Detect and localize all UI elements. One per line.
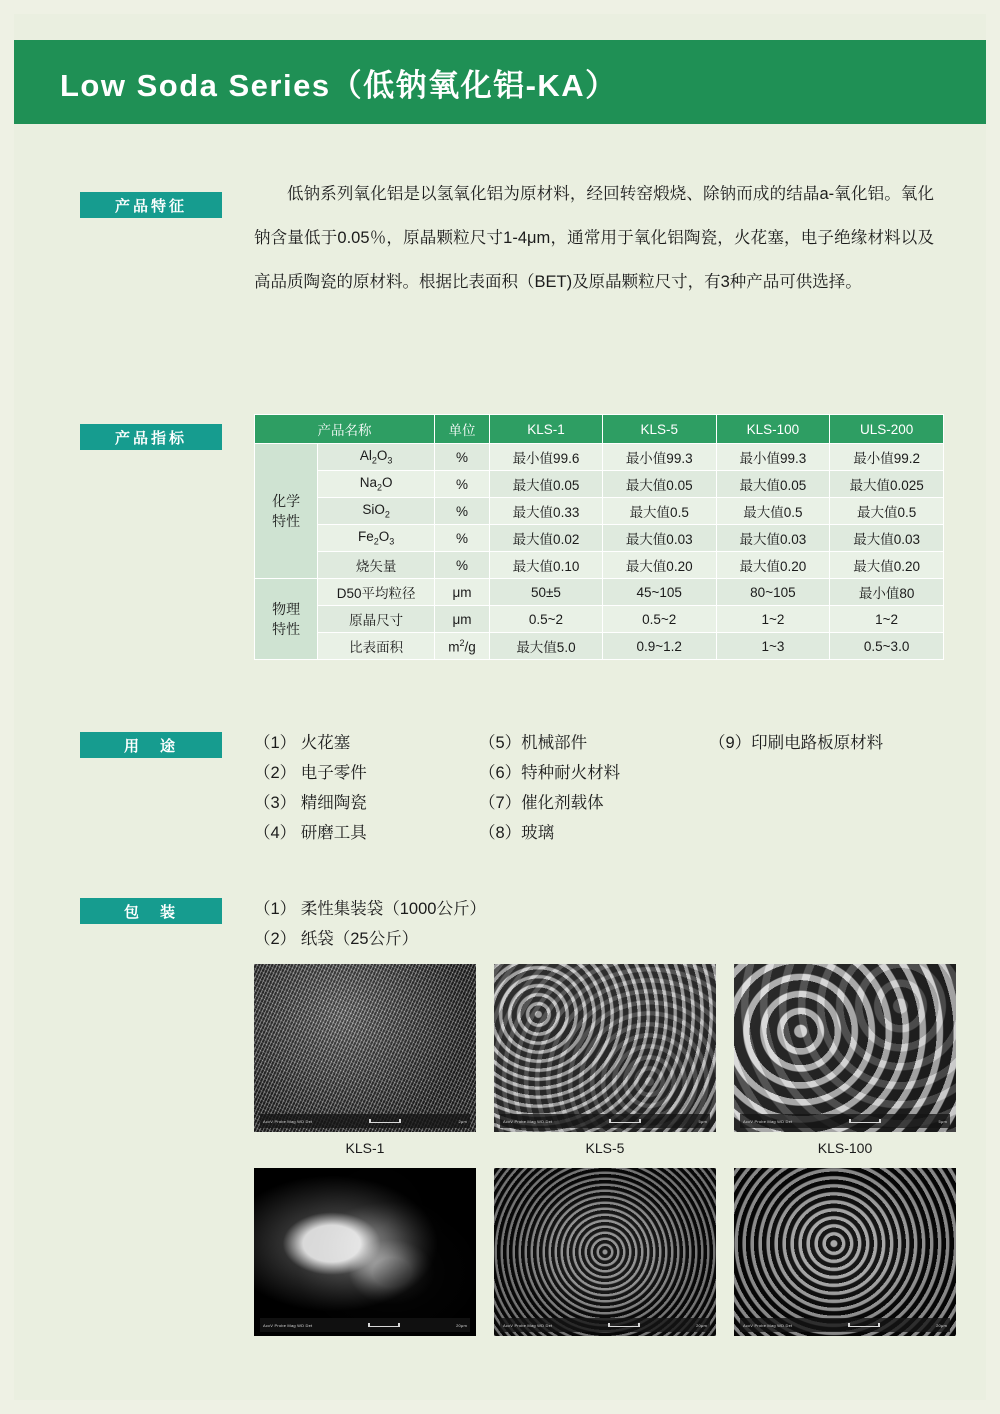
row-unit: $m^2/g$ [434, 633, 489, 660]
cell-value: 最大值0.05 [490, 471, 603, 498]
sem-micrograph-kls-5 [494, 964, 716, 1132]
sem-scalebar-value: 2μm [458, 1118, 467, 1124]
cell-value: 最大值0.5 [830, 498, 944, 525]
sem-micrograph-6 [734, 1168, 956, 1336]
sem-micrograph-kls-1 [254, 964, 476, 1132]
page-header [14, 40, 986, 124]
sem-scalebar-value: 5μm [938, 1118, 947, 1124]
sem-micrograph-4 [254, 1168, 476, 1336]
row-item: D50平均粒径 [318, 579, 435, 606]
sem-image-grid [254, 964, 954, 1336]
list-item: （5）机械部件 [479, 734, 588, 752]
sem-image-cell [254, 964, 476, 1168]
cell-value: 最大值0.20 [830, 552, 944, 579]
cell-value: 最大值0.03 [830, 525, 944, 552]
sem-scalebar-line [848, 1323, 880, 1327]
table-row [255, 444, 944, 471]
sem-scalebar-value: 20μm [456, 1322, 467, 1328]
cell-value: 0.5~3.0 [830, 633, 944, 660]
page-title: Low Soda Series（低钠氧化铝-KA） [60, 67, 618, 103]
sem-scalebar-left: AccV Probe Mag WD Det [503, 1322, 553, 1328]
cell-value: 最大值0.5 [716, 498, 830, 525]
usage-column-2 [479, 728, 709, 848]
cell-value: 最大值0.5 [602, 498, 716, 525]
sem-scalebar [260, 1114, 470, 1128]
sem-image-row-1 [254, 964, 954, 1168]
row-unit: % [434, 471, 489, 498]
sem-caption: KLS-1 [345, 1140, 385, 1156]
sem-scalebar-left: AccV Probe Mag WD Det [503, 1118, 553, 1124]
cell-value: 最大值0.10 [490, 552, 603, 579]
list-item: （4） 研磨工具 [254, 824, 367, 842]
cell-value: 0.5~2 [602, 606, 716, 633]
page-body [14, 14, 986, 1400]
th-uls200: ULS-200 [830, 415, 944, 444]
sem-image-row-2 [254, 1168, 954, 1336]
list-item: （9）印刷电路板原材料 [709, 734, 884, 752]
cell-value: 最大值0.025 [830, 471, 944, 498]
row-unit: % [434, 552, 489, 579]
list-item: （3） 精细陶瓷 [254, 794, 367, 812]
list-item: （2） 纸袋（25公斤） [254, 930, 419, 948]
cell-value: 最大值0.20 [602, 552, 716, 579]
usage-column-1 [254, 728, 479, 848]
section-label-packing: 包 装 [80, 898, 222, 924]
section-label-usage: 用 途 [80, 732, 222, 758]
row-item: 比表面积 [318, 633, 435, 660]
cell-value: 最小值99.6 [490, 444, 603, 471]
sem-scalebar-line [368, 1323, 400, 1327]
sem-scalebar [740, 1318, 950, 1332]
group-physical: 物理 特性 [255, 579, 318, 660]
row-unit: % [434, 525, 489, 552]
cell-value: 50±5 [490, 579, 603, 606]
sem-scalebar-left: AccV Probe Mag WD Det [743, 1118, 793, 1124]
product-features-text: 低钠系列氧化铝是以氢氧化铝为原材料，经回转窑煅烧、除钠而成的结晶a-氧化铝。氧化钠含量低于0.05％，原晶颗粒尺寸1-4μm，通常用于氧化铝陶瓷，火花塞，电子绝缘材料以及高品质陶瓷的原材料。根据比表面积（BET)及原晶颗粒尺寸，有3种产品可供选择。 [254, 185, 934, 291]
cell-value: 最小值99.3 [602, 444, 716, 471]
table-row [255, 579, 944, 606]
cell-value: 80~105 [716, 579, 830, 606]
usage-column-3 [709, 728, 969, 758]
list-item: （7）催化剂载体 [479, 794, 604, 812]
cell-value: 45~105 [602, 579, 716, 606]
sem-image-cell [734, 964, 956, 1168]
sem-image-cell [494, 1168, 716, 1336]
cell-value: 1~3 [716, 633, 830, 660]
row-item: 原晶尺寸 [318, 606, 435, 633]
cell-value: 最大值0.03 [716, 525, 830, 552]
sem-scalebar-line [369, 1119, 401, 1123]
packing-list [254, 894, 486, 954]
sem-scalebar [260, 1318, 470, 1332]
th-kls5: KLS-5 [602, 415, 716, 444]
specs-table [254, 414, 944, 660]
sem-scalebar-value: 20μm [936, 1322, 947, 1328]
row-item: $Fe_2O_3$ [318, 525, 435, 552]
cell-value: 最大值0.20 [716, 552, 830, 579]
table-header-row [255, 415, 944, 444]
list-item: （8）玻璃 [479, 824, 555, 842]
row-unit: μm [434, 579, 489, 606]
cell-value: 1~2 [830, 606, 944, 633]
table-row [255, 633, 944, 660]
sem-scalebar-line [608, 1323, 640, 1327]
list-item: （1） 火花塞 [254, 734, 351, 752]
sem-scalebar-line [609, 1119, 641, 1123]
sem-micrograph-kls-100 [734, 964, 956, 1132]
cell-value: 0.5~2 [490, 606, 603, 633]
list-item: （2） 电子零件 [254, 764, 367, 782]
sem-scalebar-left: AccV Probe Mag WD Det [263, 1118, 313, 1124]
group-chemical: 化学 特性 [255, 444, 318, 579]
th-kls100: KLS-100 [716, 415, 830, 444]
list-item: （6）特种耐火材料 [479, 764, 621, 782]
sem-micrograph-5 [494, 1168, 716, 1336]
sem-scalebar-value: 5μm [698, 1118, 707, 1124]
row-item: 烧矢量 [318, 552, 435, 579]
row-unit: μm [434, 606, 489, 633]
cell-value: 最小值80 [830, 579, 944, 606]
sem-scalebar-value: 20μm [696, 1322, 707, 1328]
cell-value: 0.9~1.2 [602, 633, 716, 660]
sem-scalebar [740, 1114, 950, 1128]
table-row [255, 525, 944, 552]
cell-value: 最大值0.03 [602, 525, 716, 552]
sem-caption: KLS-5 [585, 1140, 625, 1156]
section-label-features: 产品特征 [80, 192, 222, 218]
th-unit: 单位 [434, 415, 489, 444]
sem-caption: KLS-100 [817, 1140, 873, 1156]
sem-image-cell [254, 1168, 476, 1336]
table-row [255, 552, 944, 579]
usage-list [254, 728, 969, 848]
cell-value: 最小值99.3 [716, 444, 830, 471]
cell-value: 1~2 [716, 606, 830, 633]
row-item: $Al_2O_3$ [318, 444, 435, 471]
sem-scalebar [500, 1318, 710, 1332]
cell-value: 最大值5.0 [490, 633, 603, 660]
sem-scalebar-left: AccV Probe Mag WD Det [263, 1322, 313, 1328]
cell-value: 最大值0.02 [490, 525, 603, 552]
row-item: SiO$_2$ [318, 498, 435, 525]
list-item: （1） 柔性集装袋（1000公斤） [254, 900, 486, 918]
sem-image-cell [494, 964, 716, 1168]
sem-scalebar-line [849, 1119, 881, 1123]
table-row [255, 471, 944, 498]
sem-image-cell [734, 1168, 956, 1336]
sem-scalebar-left: AccV Probe Mag WD Det [743, 1322, 793, 1328]
row-unit: % [434, 444, 489, 471]
th-kls1: KLS-1 [490, 415, 603, 444]
table-row [255, 606, 944, 633]
row-item: $Na_2O$ [318, 471, 435, 498]
row-unit: % [434, 498, 489, 525]
table-row [255, 498, 944, 525]
cell-value: 最大值0.05 [716, 471, 830, 498]
th-product-name: 产品名称 [255, 415, 435, 444]
cell-value: 最大值0.33 [490, 498, 603, 525]
cell-value: 最大值0.05 [602, 471, 716, 498]
sem-scalebar [500, 1114, 710, 1128]
cell-value: 最小值99.2 [830, 444, 944, 471]
section-label-specs: 产品指标 [80, 424, 222, 450]
